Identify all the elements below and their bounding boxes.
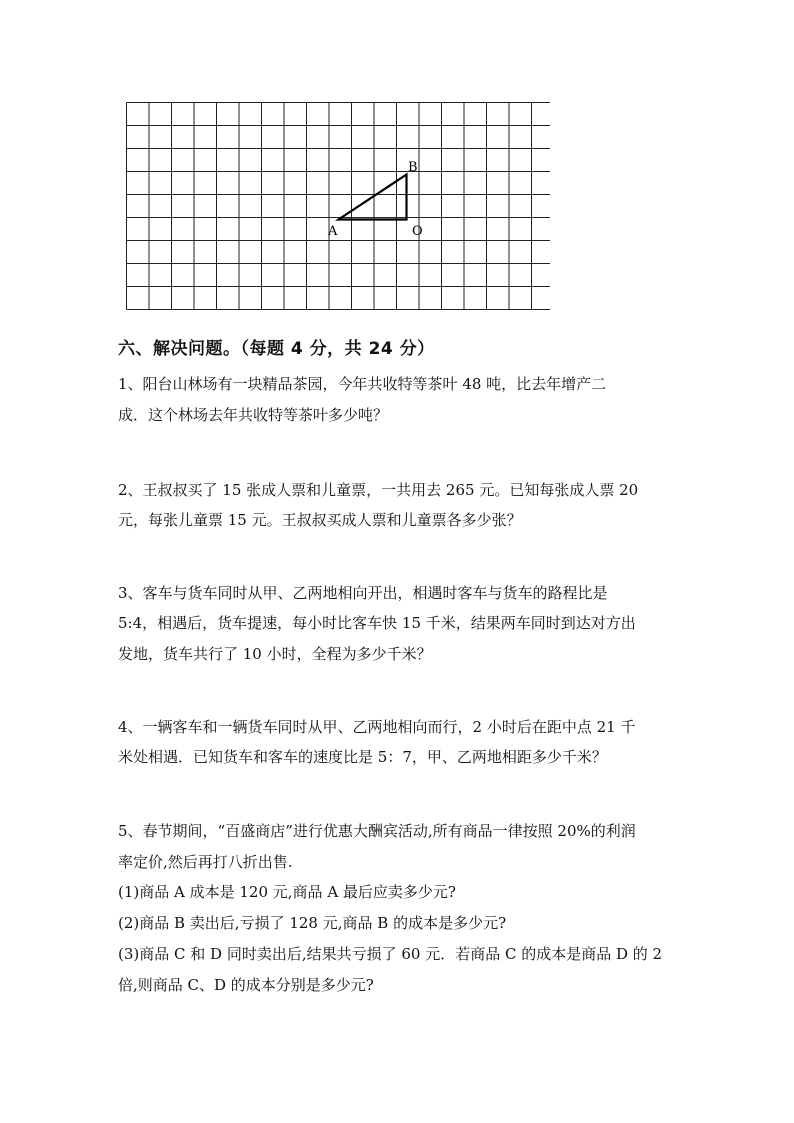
- problem-5-line-2: 率定价,然后再打八折出售.: [118, 853, 293, 871]
- problem-5-line-1: 5、春节期间，“百盛商店”进行优惠大酬宾活动,所有商品一律按照 20%的利润: [118, 822, 636, 840]
- problem-5-question-3-line-2: 倍,则商品 C、D 的成本分别是多少元?: [118, 976, 374, 994]
- problem-3-line-2: 5:4，相遇后，货车提速，每小时比客车快 15 千米，结果两车同时到达对方出: [118, 614, 636, 632]
- problem-1-line-1: 1、阳台山林场有一块精品茶园，今年共收特等茶叶 48 吨，比去年增产二: [118, 375, 607, 393]
- point-label-o: O: [412, 224, 423, 239]
- problem-2-line-2: 元，每张儿童票 15 元。王叔叔买成人票和儿童票各多少张？: [118, 511, 522, 529]
- problem-4-line-1: 4、一辆客车和一辆货车同时从甲、乙两地相向而行，2 小时后在距中点 21 千: [118, 718, 636, 736]
- problem-5-question-3-line-1: (3)商品 C 和 D 同时卖出后,结果共亏损了 60 元．若商品 C 的成本是商品 D 的 2: [118, 945, 663, 963]
- problem-5-question-1: (1)商品 A 成本是 120 元,商品 A 最后应卖多少元?: [118, 883, 456, 901]
- problem-5-question-2: (2)商品 B 卖出后,亏损了 128 元,商品 B 的成本是多少元?: [118, 914, 507, 932]
- problem-3-line-1: 3、客车与货车同时从甲、乙两地相向开出，相遇时客车与货车的路程比是: [118, 584, 608, 602]
- section-heading: 六、解决问题。（每题 4 分，共 24 分）: [118, 339, 435, 359]
- problem-2-line-1: 2、王叔叔买了 15 张成人票和儿童票，一共用去 265 元。已知每张成人票 20: [118, 481, 639, 499]
- point-label-b: B: [408, 160, 418, 175]
- grid-figure: [126, 102, 550, 316]
- square-grid: [127, 103, 551, 310]
- problem-1-line-2: 成．这个林场去年共收特等茶叶多少吨？: [118, 406, 389, 424]
- problem-4-line-2: 米处相遇．已知货车和客车的速度比是 5：7，甲、乙两地相距多少千米？: [118, 748, 607, 766]
- point-label-a: A: [328, 224, 338, 239]
- problem-3-line-3: 发地，货车共行了 10 小时，全程为多少千米？: [118, 645, 432, 663]
